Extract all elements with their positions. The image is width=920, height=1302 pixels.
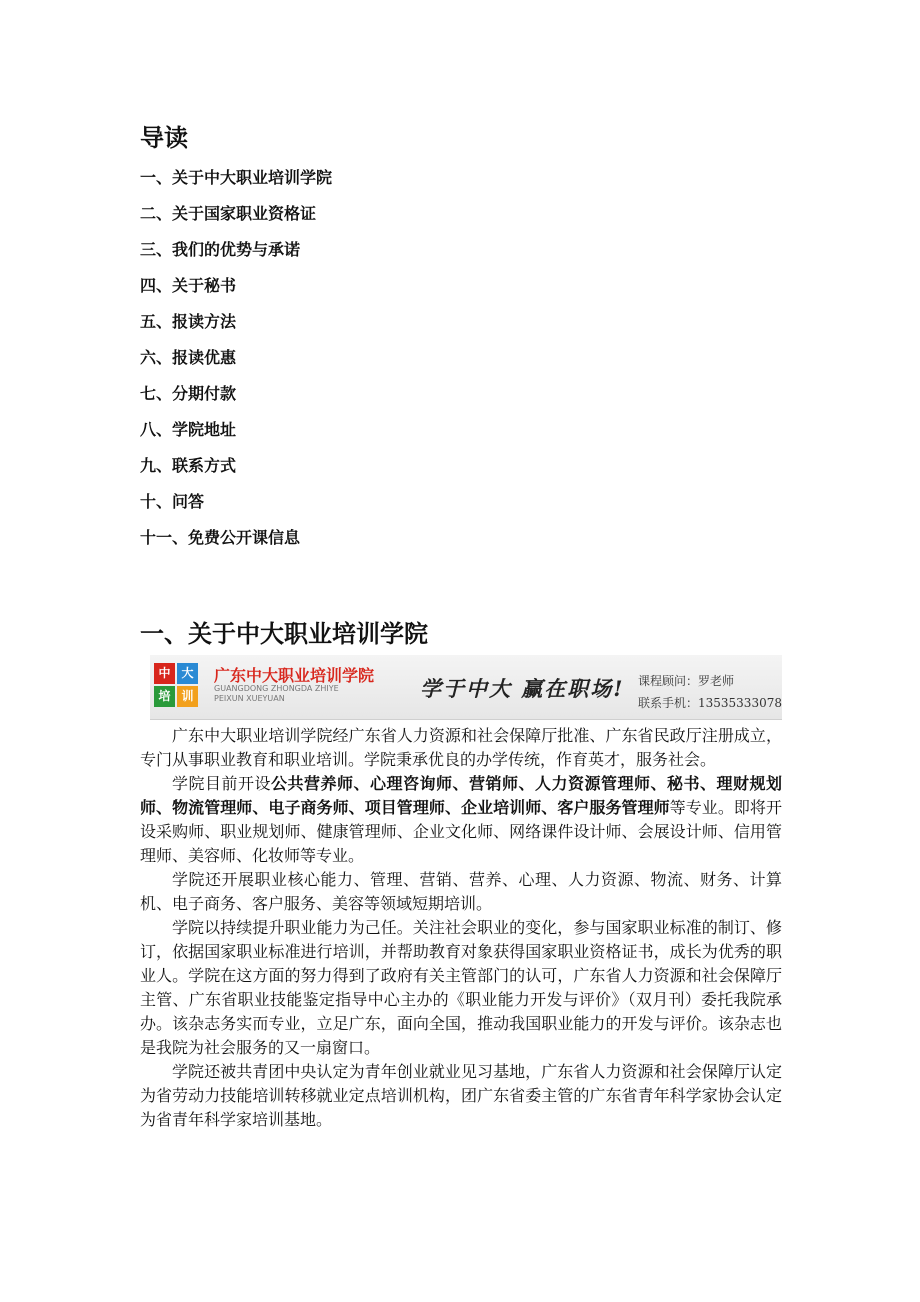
school-name-english [214,684,384,704]
toc-item: 一、关于中大职业培训学院 [140,168,333,187]
school-banner [150,655,782,720]
contact-info [638,670,782,714]
toc-item: 二、关于国家职业资格证 [140,204,317,223]
toc-item: 七、分期付款 [140,384,237,403]
paragraph-text: 等专业。即将开设采购师、职业规划师、健康管理师、企业文化师、网络课件设计师、会展设计师、信用管理师、美容师、化妆师等专业。 [140,798,782,865]
paragraph [140,772,782,868]
section-title: 一、关于中大职业培训学院 [140,620,428,648]
logo-tile: 培 [154,686,175,707]
paragraph-text: 学院目前开设 [172,774,271,793]
paragraph: 学院还开展职业核心能力、管理、营销、营养、心理、人力资源、物流、财务、计算机、电子商务、客户服务、美容等领域短期培训。 [140,870,782,913]
toc-item: 三、我们的优势与承诺 [140,240,301,259]
advisor-name: 课程顾问：罗老师 [638,674,735,688]
toc-item: 四、关于秘书 [140,276,237,295]
toc-item: 五、报读方法 [140,312,237,331]
school-name-english-line: PEIXUN XUEYUAN [214,694,285,703]
logo-tile: 训 [177,686,198,707]
slogan: 学于中大 赢在职场! [420,676,625,701]
toc-item: 十、问答 [140,492,205,511]
contact-phone: 联系手机：13535333078 [638,696,782,710]
school-name-english-line: GUANGDONG ZHONGDA ZHIYE [214,684,339,693]
toc-item: 八、学院地址 [140,420,237,439]
toc-item: 六、报读优惠 [140,348,237,367]
paragraph: 学院还被共青团中央认定为青年创业就业见习基地，广东省人力资源和社会保障厅认定为省劳动力技能培训转移就业定点培训机构，团广东省委主管的广东省青年科学家协会认定为省青年科学家培训基地。 [140,1062,782,1129]
school-logo [154,663,198,707]
logo-tile: 大 [177,663,198,684]
paragraph: 广东中大职业培训学院经广东省人力资源和社会保障厅批准、广东省民政厅注册成立，专门从事职业教育和职业培训。学院秉承优良的办学传统，作育英才，服务社会。 [140,726,782,769]
logo-tile: 中 [154,663,175,684]
paragraph: 学院以持续提升职业能力为己任。关注社会职业的变化，参与国家职业标准的制订、修订，依据国家职业标准进行培训，并帮助教育对象获得国家职业资格证书，成长为优秀的职业人。学院在这方面的努力得到了政府有关主管部门的认可，广东省人力资源和社会保障厅主管、广东省职业技能鉴定指导中心主办的《职业能力开发与评价》（双月刊）委托我院承办。该杂志务实而专业，立足广东，面向全国，推动我国职业能力的开发与评价。该杂志也是我院为社会服务的又一扇窗口。 [140,918,782,1057]
toc-list [140,166,332,562]
toc-title: 导读 [140,124,188,152]
section-body [140,724,782,1132]
course-list: 公共营养师、心理咨询师、营销师、人力资源管理师、秘书、理财规划师、物流管理师、电子商务师、项目管理师、企业培训师、客户服务管理师 [140,774,782,817]
toc-item: 九、联系方式 [140,456,237,475]
toc-item: 十一、免费公开课信息 [140,528,301,547]
school-name: 广东中大职业培训学院 [214,666,375,685]
